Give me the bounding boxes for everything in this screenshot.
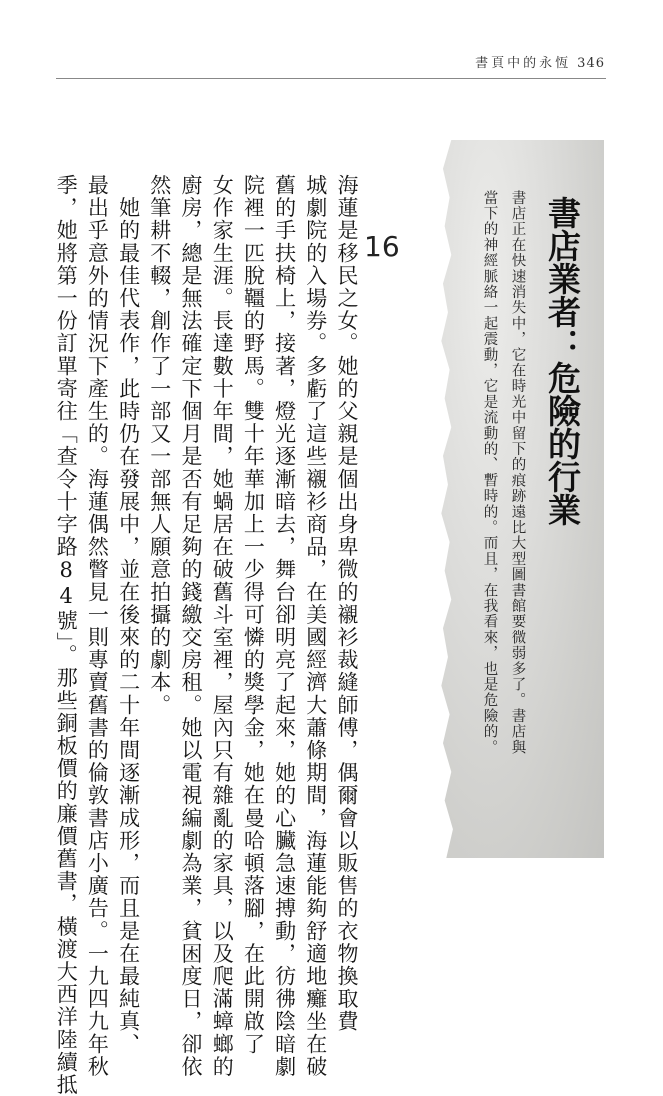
body-column: 然筆耕不輟，創作了一部又一部無人願意拍攝的劇本。 bbox=[147, 174, 172, 717]
body-column: 最出乎意外的情況下產生的。海蓮偶然瞥見一則專賣舊書的倫敦書店小廣告。一九四九年秋 bbox=[85, 174, 110, 1078]
body-column: 女作家生涯。長達數十年間，她蝸居在破舊斗室裡，屋內只有雜亂的家具，以及爬滿蟑螂的 bbox=[210, 174, 235, 1078]
chapter-intro-line-2: 當下的神經脈絡一起震動，它是流動的、暫時的。而且，在我看來，也是危險的。 bbox=[481, 190, 498, 756]
chapter-intro-line-1: 書店正在快速消失中，它在時光中留下的痕跡遠比大型圖書館要微弱多了。書店與 bbox=[509, 190, 526, 756]
running-head bbox=[475, 52, 605, 71]
body-column: 她的最佳代表作，此時仍在發展中，並在後來的二十年間逐漸成形，而且是在最純真、 bbox=[116, 174, 141, 1056]
body-column: 海蓮是移民之女。她的父親是個出身卑微的襯衫裁縫師傅，偶爾會以販售的衣物換取費 bbox=[335, 174, 359, 1033]
body-column: 舊的手扶椅上，接著，燈光逐漸暗去，舞台卻明亮了起來，她的心臟急速搏動，彷彿陰暗劇 bbox=[272, 174, 297, 1078]
page-number: 346 bbox=[577, 56, 605, 71]
body-column: 廚房，總是無法確定下個月是否有足夠的錢繳交房租。她以電視編劇為業，貧困度日，卻依 bbox=[179, 174, 203, 1078]
chapter-number: 16 bbox=[364, 230, 400, 263]
body-column: 院裡一匹脫韁的野馬。雙十年華加上一少得可憐的獎學金，她在曼哈頓落腳，在此開啟了 bbox=[241, 174, 266, 1056]
chapter-title: 書店業者：危險的行業 bbox=[543, 196, 582, 526]
book-title: 書頁中的永恆 bbox=[475, 56, 572, 71]
body-column: 城劇院的入場券。多虧了這些襯衫商品，在美國經濟大蕭條期間，海蓮能夠舒適地癱坐在破 bbox=[303, 174, 328, 1078]
header-rule bbox=[56, 78, 606, 79]
body-column: 季，她將第一份訂單寄往「查令十字路84號」。那些銅板價的廉價舊書，橫渡大西洋陸續抵 bbox=[54, 174, 79, 1096]
